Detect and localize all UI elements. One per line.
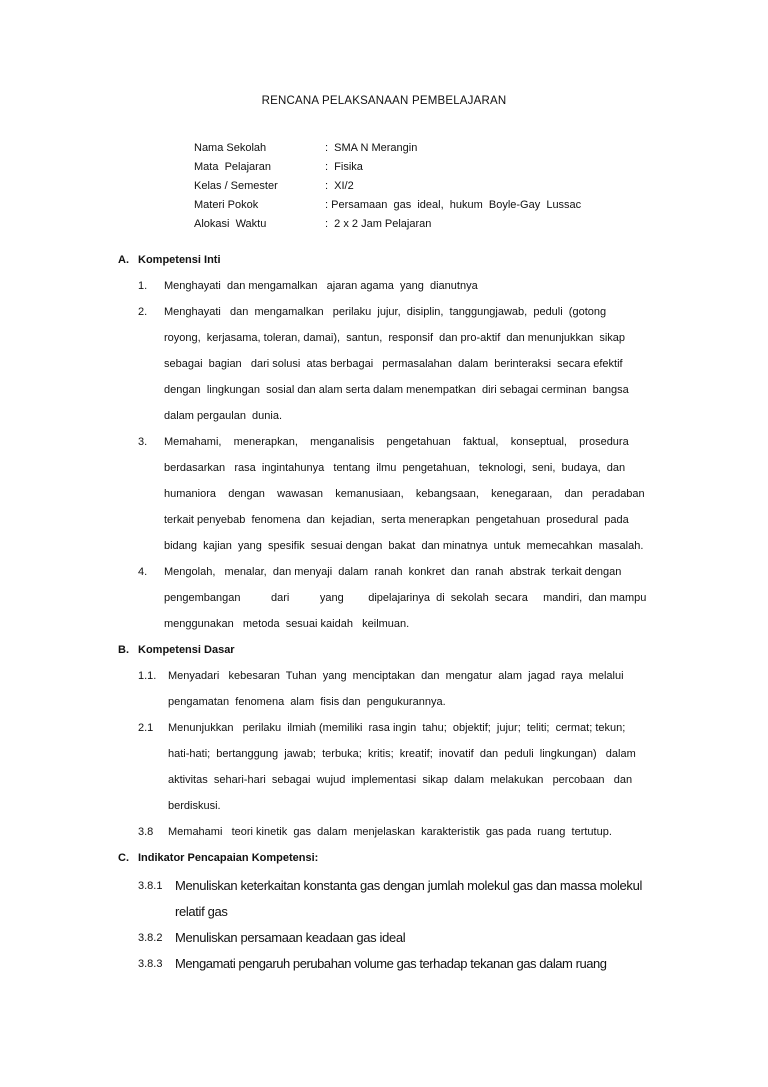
section-a-heading [118,254,221,266]
info-label: Mata Pelajaran [194,161,272,173]
item-text: Mengolah, menalar, dan menyaji dalam ranah konkret dan ranah abstrak terkait dengan [164,566,622,578]
item-text: hati-hati; bertanggung jawab; terbuka; kritis; kreatif; inovatif dan peduli lingkungan) dalam [168,748,636,760]
info-label: Nama Sekolah [194,142,267,154]
item-text: Memahami, menerapkan, menganalisis pengetahuan faktual, konseptual, prosedura [164,436,629,448]
item-text: dengan lingkungan sosial dan alam serta dalam menempatkan diri sebagai cerminan bangsa [164,384,629,396]
item-text: pengembangan dari yang dipelajarinya di sekolah secara mandiri, dan mampu [164,592,647,604]
info-value: : Persamaan gas ideal, hukum Boyle-Gay Lussac [325,199,582,211]
item-text: Menunjukkan perilaku ilmiah (memiliki rasa ingin tahu; objektif; jujur; teliti; cermat; tekun; [168,722,626,734]
item-number: 2.1 [138,722,154,734]
section-letter: A. [118,254,129,266]
item-text: menggunakan metoda sesuai kaidah keilmuan. [164,618,410,630]
item-text: Mengamati pengaruh perubahan volume gas terhadap tekanan gas dalam ruang [175,956,607,971]
item-number: 2. [138,306,148,318]
item-number: 1. [138,280,148,292]
section-title: Kompetensi Dasar [138,644,235,656]
item-number: 3.8.3 [138,958,163,970]
item-text: bidang kajian yang spesifik sesuai dengan bakat dan minatnya untuk memecahkan masalah. [164,540,644,552]
item-text: Menghayati dan mengamalkan ajaran agama yang dianutnya [164,280,478,292]
item-text: Menghayati dan mengamalkan perilaku jujur, disiplin, tanggungjawab, peduli (gotong [164,306,607,318]
item-text: pengamatan fenomena alam fisis dan pengukurannya. [168,696,446,708]
info-row-school [194,139,581,158]
info-value: : XI/2 [325,180,354,192]
item-number: 3.8 [138,826,154,838]
info-label: Kelas / Semester [194,180,278,192]
info-row-topic [194,196,581,215]
document-title: RENCANA PELAKSANAAN PEMBELAJARAN [261,95,507,107]
item-text: Menyadari kebesaran Tuhan yang menciptakan dan mengatur alam jagad raya melalui [168,670,624,682]
item-number: 3. [138,436,148,448]
item-text: royong, kerjasama, toleran, damai), santun, responsif dan pro-aktif dan menunjukkan sikap [164,332,626,344]
info-value: : SMA N Merangin [325,142,418,154]
item-text: sebagai bagian dari solusi atas berbagai permasalahan dalam berinteraksi secara efektif [164,358,623,370]
item-number: 3.8.2 [138,932,163,944]
item-text: terkait penyebab fenomena dan kejadian, serta menerapkan pengetahuan prosedural pada [164,514,629,526]
info-row-class [194,177,581,196]
identity-table [194,139,581,234]
item-text: berdiskusi. [168,800,221,812]
item-text: Menuliskan persamaan keadaan gas ideal [175,930,406,945]
item-text: humaniora dengan wawasan kemanusiaan, kebangsaan, kenegaraan, dan peradaban [164,488,645,500]
info-row-time [194,215,581,234]
info-value: : 2 x 2 Jam Pelajaran [325,218,432,230]
item-text: berdasarkan rasa ingintahunya tentang ilmu pengetahuan, teknologi, seni, budaya, dan [164,462,626,474]
info-row-subject [194,158,581,177]
item-text: dalam pergaulan dunia. [164,410,283,422]
section-letter: B. [118,644,129,656]
item-number: 4. [138,566,148,578]
info-label: Alokasi Waktu [194,218,267,230]
item-text: Menuliskan keterkaitan konstanta gas dengan jumlah molekul gas dan massa molekul [175,878,643,893]
item-text: relatif gas [175,904,228,919]
info-value: : Fisika [325,161,363,173]
section-b-heading [118,644,235,656]
section-letter: C. [118,852,129,864]
item-text: Memahami teori kinetik gas dalam menjelaskan karakteristik gas pada ruang tertutup. [168,826,612,838]
section-title: Kompetensi Inti [138,254,221,266]
info-label: Materi Pokok [194,199,259,211]
section-c-heading [118,852,318,864]
section-title: Indikator Pencapaian Kompetensi: [138,852,319,864]
item-text: aktivitas sehari-hari sebagai wujud implementasi sikap dalam melakukan percobaan dan [168,774,633,786]
item-number: 1.1. [138,670,157,682]
item-number: 3.8.1 [138,880,163,892]
